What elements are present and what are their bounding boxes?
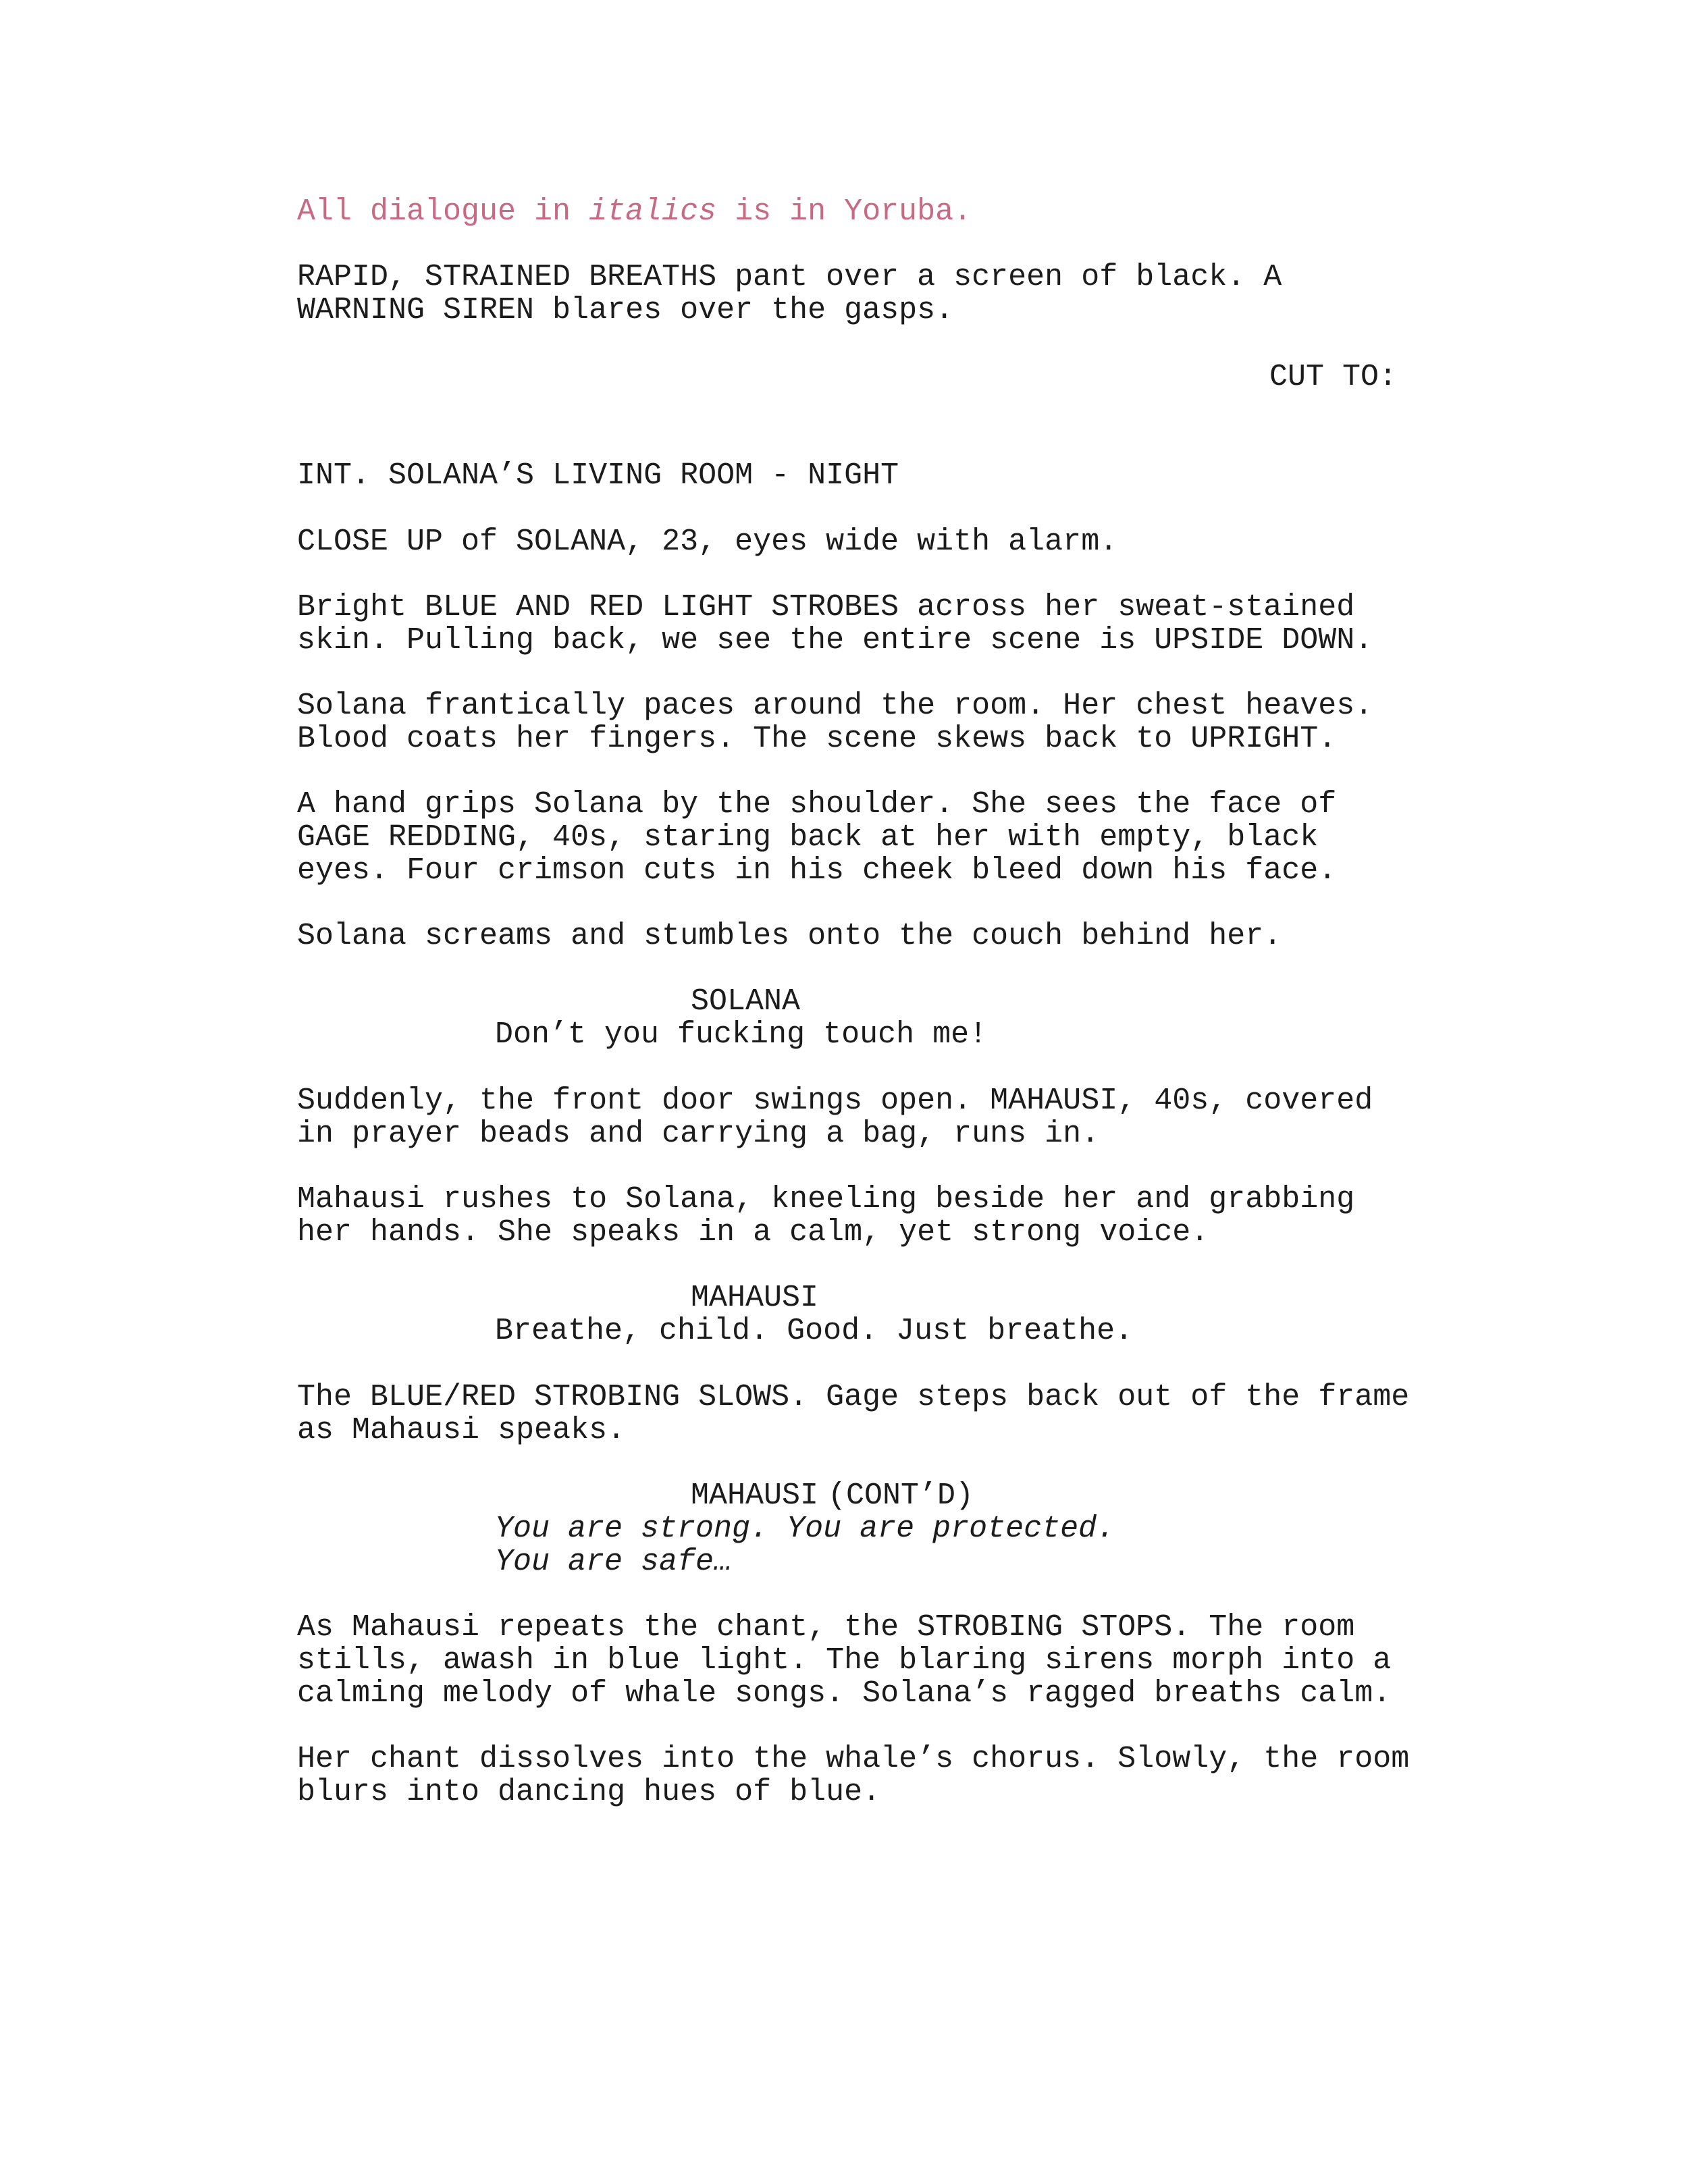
- character-extension: (CONT’D): [828, 1479, 974, 1513]
- note-emphasis: italics: [589, 194, 717, 229]
- action-paragraph: A hand grips Solana by the shoulder. She sees the face of GAGE REDDING, 40s, staring back at her with empty, black eyes. Four crimson cuts in his cheek bleed down his face.: [297, 787, 1337, 888]
- note-prefix: All dialogue in: [297, 194, 589, 229]
- scene-heading: INT. SOLANA’S LIVING ROOM - NIGHT: [297, 458, 899, 493]
- character-cue: [691, 1479, 974, 1512]
- character-cue: SOLANA: [691, 984, 801, 1019]
- action-paragraph: Bright BLUE AND RED LIGHT STROBES across her sweat-stained skin. Pulling back, we see the entire scene is UPSIDE DOWN.: [297, 590, 1373, 658]
- action-paragraph: CLOSE UP of SOLANA, 23, eyes wide with alarm.: [297, 525, 1118, 559]
- note-suffix: is in Yoruba.: [716, 194, 972, 229]
- action-paragraph: The BLUE/RED STROBING SLOWS. Gage steps back out of the frame as Mahausi speaks.: [297, 1380, 1410, 1447]
- dialogue-line: Don’t you fucking touch me!: [495, 1017, 988, 1052]
- action-paragraph: RAPID, STRAINED BREATHS pant over a screen of black. A WARNING SIREN blares over the gasps.: [297, 260, 1282, 327]
- action-paragraph: Solana frantically paces around the room. Her chest heaves. Blood coats her fingers. The scene skews back to UPRIGHT.: [297, 689, 1373, 756]
- language-note: [297, 195, 972, 228]
- dialogue-line-yoruba: You are strong. You are protected. You are safe…: [495, 1512, 1115, 1579]
- action-paragraph: As Mahausi repeats the chant, the STROBING STOPS. The room stills, awash in blue light. The blaring sirens morph into a calming melody of whale songs. Solana’s ragged breaths calm.: [297, 1610, 1392, 1711]
- action-paragraph: Solana screams and stumbles onto the couch behind her.: [297, 919, 1282, 953]
- dialogue-line: Breathe, child. Good. Just breathe.: [495, 1314, 1134, 1348]
- action-paragraph: Mahausi rushes to Solana, kneeling beside her and grabbing her hands. She speaks in a calm, yet strong voice.: [297, 1182, 1355, 1250]
- character-cue: MAHAUSI: [691, 1281, 819, 1315]
- action-paragraph: Her chant dissolves into the whale’s chorus. Slowly, the room blurs into dancing hues of blue.: [297, 1742, 1410, 1809]
- character-name: MAHAUSI: [691, 1479, 819, 1513]
- action-paragraph: Suddenly, the front door swings open. MAHAUSI, 40s, covered in prayer beads and carrying a bag, runs in.: [297, 1084, 1373, 1151]
- transition: CUT TO:: [1269, 360, 1398, 394]
